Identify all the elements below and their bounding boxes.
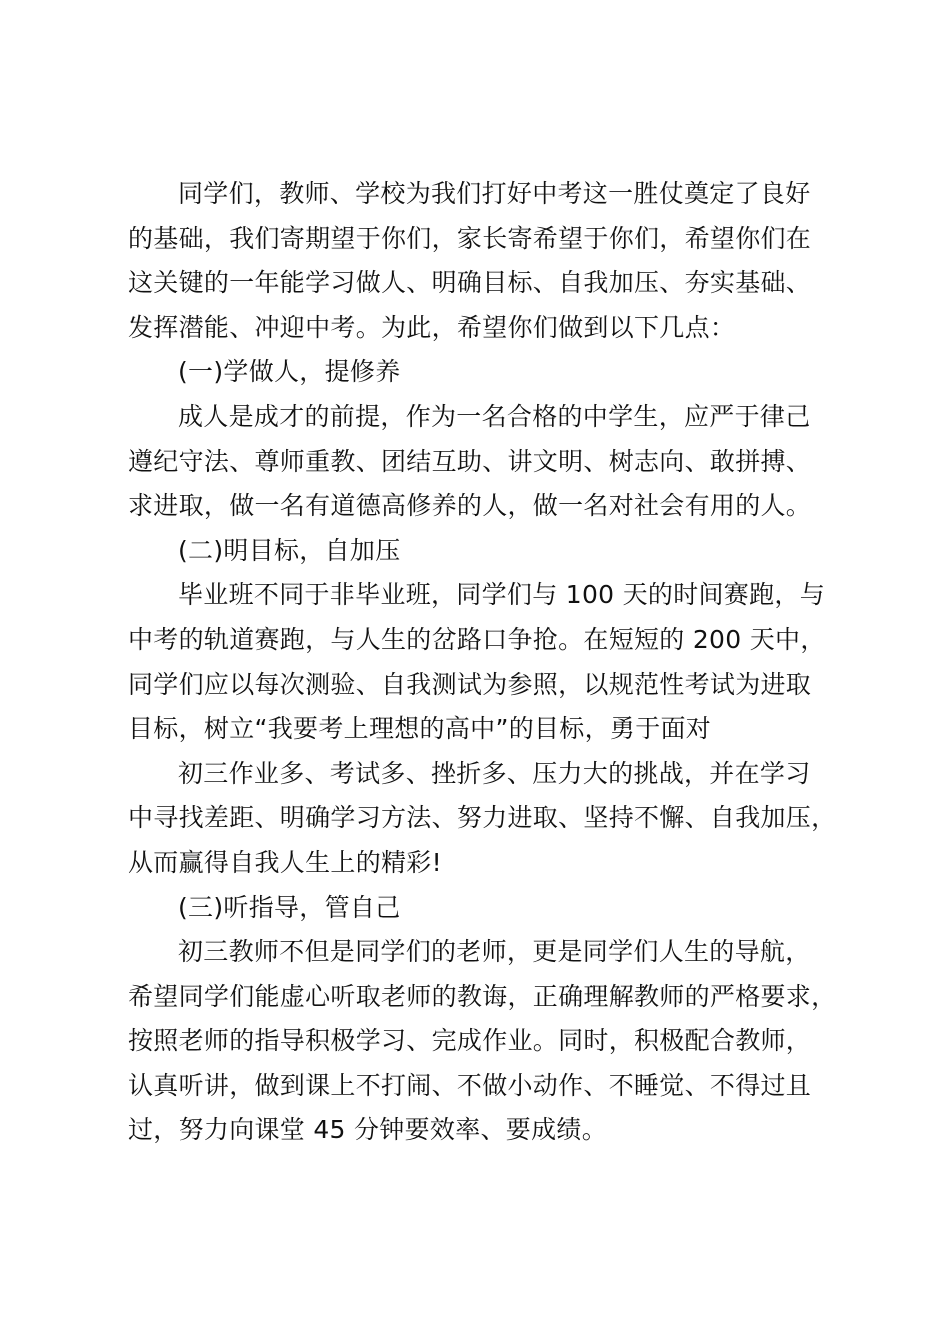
section-3-line-5: 过，努力向课堂 45 分钟要效率、要成绩。 <box>128 1115 608 1145</box>
section-heading-1: (一)学做人，提修养 <box>178 357 401 387</box>
section-3-line-4: 认真听讲，做到课上不打闹、不做小动作、不睡觉、不得过且 <box>128 1070 812 1100</box>
section-1-line-2: 遵纪守法、尊师重教、团结互助、讲文明、树志向、敢拼搏、 <box>128 446 812 476</box>
section-3-line-2: 希望同学们能虚心听取老师的教诲，正确理解教师的严格要求， <box>128 981 837 1011</box>
paragraph-intro-line-2: 的基础，我们寄期望于你们，家长寄希望于你们，希望你们在 <box>128 223 812 253</box>
section-1-line-3: 求进取，做一名有道德高修养的人，做一名对社会有用的人。 <box>128 491 812 521</box>
section-2-line-5: 初三作业多、考试多、挫折多、压力大的挑战，并在学习 <box>178 758 811 788</box>
section-heading-3: (三)听指导，管自己 <box>178 892 401 922</box>
section-2-line-3: 同学们应以每次测验、自我测试为参照，以规范性考试为进取 <box>128 669 812 699</box>
section-3-line-1: 初三教师不但是同学们的老师，更是同学们人生的导航， <box>178 937 811 967</box>
paragraph-intro-line-1: 同学们，教师、学校为我们打好中考这一胜仗奠定了良好 <box>178 179 811 208</box>
section-3-line-3: 按照老师的指导积极学习、完成作业。同时，积极配合教师， <box>128 1026 812 1056</box>
section-2-line-7: 从而赢得自我人生上的精彩! <box>128 847 442 877</box>
section-2-line-2: 中考的轨道赛跑，与人生的岔路口争抢。在短短的 200 天中， <box>128 624 826 654</box>
section-1-line-1: 成人是成才的前提，作为一名合格的中学生，应严于律己 <box>178 401 811 431</box>
paragraph-intro-line-3: 这关键的一年能学习做人、明确目标、自我加压、夯实基础、 <box>128 268 812 298</box>
section-heading-2: (二)明目标，自加压 <box>178 535 401 565</box>
section-2-line-1: 毕业班不同于非毕业班，同学们与 100 天的时间赛跑，与 <box>178 580 826 610</box>
section-2-line-6: 中寻找差距、明确学习方法、努力进取、坚持不懈、自我加压， <box>128 803 837 833</box>
section-2-line-4: 目标，树立“我要考上理想的高中”的目标，勇于面对 <box>128 714 712 744</box>
paragraph-intro-line-4: 发挥潜能、冲迎中考。为此，希望你们做到以下几点： <box>128 312 736 342</box>
document-body <box>128 172 840 1153</box>
